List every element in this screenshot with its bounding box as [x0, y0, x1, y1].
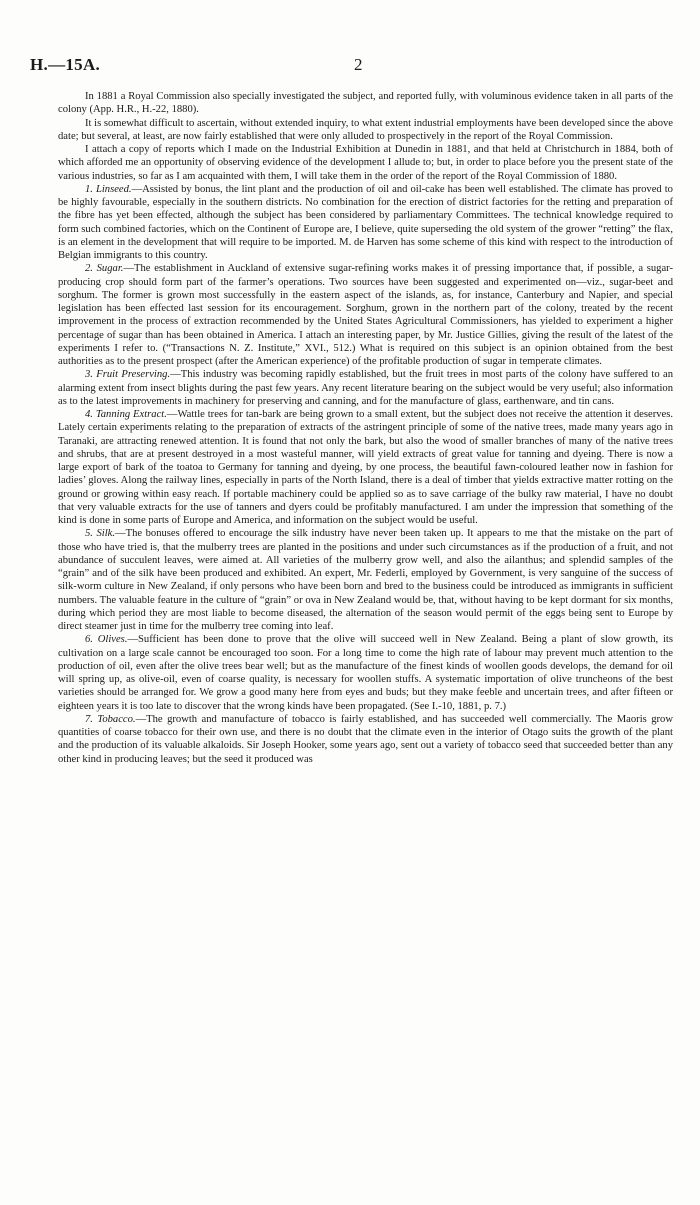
- section-title: 7. Tobacco.: [85, 713, 136, 725]
- section-title: 3. Fruit Preserving.: [85, 369, 171, 381]
- paragraph: [58, 90, 673, 117]
- paragraph-tobacco: [58, 713, 673, 766]
- paragraph-text: In 1881 a Royal Commission also specially investigated the subject, and reported fully, with voluminous evidence taken in all parts of the colony (App. H.R., H.-22, 1880).: [58, 91, 673, 116]
- series-reference: H.—15A.: [30, 55, 101, 74]
- section-title: 6. Olives.: [85, 634, 128, 646]
- paragraph-linseed: [58, 183, 673, 263]
- paragraph-text: —This industry was becoming rapidly established, but the fruit trees in most parts of the colony have suffered to an alarming extent from insect blights during the past few years. Any recent literature bearing on the subject would be very useful; also information as to the latest improvements in machinery for preserving and canning, and for the manufacture of glass, earthenware, and tin cans.: [58, 369, 673, 407]
- paragraph-silk: [58, 527, 673, 633]
- paragraph-olives: [58, 633, 673, 713]
- paragraph-text: I attach a copy of reports which I made on the Industrial Exhibition at Dunedin in 1881, and that held at Christchurch in 1884, both of which afforded me an opportunity of observing evidence of the development I allude to; but, in order to place before you the present state of the various industries, so far as I am acquainted with them, I will take them in the order of the report of the Royal Commission of 1880.: [58, 144, 673, 182]
- body-text: [58, 90, 673, 766]
- section-title: 1. Linseed.: [85, 183, 132, 195]
- section-title: 5. Silk.: [85, 528, 116, 540]
- paragraph-text: —Sufficient has been done to prove that the olive will succeed well in New Zealand. Being a plant of slow growth, its cultivation on a large scale cannot be encouraged too soon. For a long time to come the high rate of labour may prevent much attention to the production of oil, even after the olive trees bear well; but as the manufacture of the finest kinds of woollen goods develops, the demand for oil will spring up, as olive-oil, even of coarse quality, is necessary for woollen stuffs. A systematic importation of olive truncheons of the best varieties should be arranged for. We grow a good many here from eyes and buds; but they make feeble and uncertain trees, and after fifteen or eighteen years it is too late to discover that the wrong kinds have been propagated. (See I.-10, 1881, p. 7.): [58, 634, 673, 712]
- paragraph-text: —The growth and manufacture of tobacco is fairly established, and has succeeded well commercially. The Maoris grow quantities of coarse tobacco for their own use, and there is no doubt that the climate even in the interior of Otago suits the growth of the plant and the production of its valuable alkaloids. Sir Joseph Hooker, some years ago, sent out a variety of tobacco seed that succeeded better than any other kind in producing leaves; but the seed it produced was: [58, 713, 673, 765]
- paragraph-fruit-preserving: [58, 368, 673, 408]
- paragraph-text: —The establishment in Auckland of extensive sugar-refining works makes it of pressing importance that, if possible, a sugar-producing crop should form part of the farmer’s operations. Two sources have been suggested and experimented on—viz., sugar-beet and sorghum. The former is grown most successfully in the eastern aspect of the islands, as, for instance, Canterbury and Napier, and special legislation has been effected last session for its encouragement. Sorghum, grown in the northern part of the colony, treated by the recent improvement in the process of extraction recommended by the United States Agricultural Commissioners, has yielded to experiment a higher percentage of sugar than has been obtained in America. I attach an interesting paper, by Mr. Justice Gillies, giving the result of the latest of the experiments I refer to. (“Transactions N. Z. Institute,” XVI., 512.) What is required on this subject is an opinion obtained from the best authorities as to the present prospect (after the American experience) of the profitable production of sugar in temperate climates.: [58, 263, 673, 367]
- paragraph-text: —Assisted by bonus, the lint plant and the production of oil and oil-cake has been well established. The climate has proved to be highly favourable, especially in the southern districts. No combination for the erection of district factories for the retting and preparation of the fibre has yet been effected, although the subject has been considered by parliamentary Committees. The technical knowledge required to form such combined factories, which on the Continent of Europe are, I believe, quite superseding the old system of the grower “retting” the flax, is an element in the development that will require to be imported. M. de Harven has some scheme of this kind with respect to the introduction of Belgian immigrants to this country.: [58, 183, 673, 261]
- paragraph-text: It is somewhat difficult to ascertain, without extended inquiry, to what extent industrial employments have been developed since the above date; but several, at least, are now fairly established that were only alluded to prospectively in the report of the Royal Commission.: [58, 117, 673, 142]
- paragraph: [58, 143, 673, 183]
- section-title: 4. Tanning Extract.: [85, 409, 167, 420]
- paragraph-text: —Wattle trees for tan-bark are being grown to a small extent, but the subject does not receive the attention it deserves. Lately certain experiments relating to the preparation of extracts of the astringent principle of some of the native trees, made many years ago in Taranaki, are attracting renewed attention. It is found that not only the bark, but also the wood of smaller branches of many of the native trees and shrubs, that are at present destroyed in a most wasteful manner, will yield extracts of great value for tanning and dyeing. There is now a large export of bark of the toatoa to Germany for tanning and dyeing, by one process, the beautiful fawn-coloured leather now in fashion for ladies’ gloves. Along the railway lines, especially in parts of the North Island, there is a deal of timber that yields extractive matter rotting on the ground or growing within easy reach. If portable machinery could be applied so as to save carriage of the bulky raw material, I have no doubt that very valuable extracts for the use of tanners and dyers could be profitably manufactured. I am under the impression that something of the kind is done in some parts of Europe and America, and information on the subject would be useful.: [58, 409, 673, 526]
- paragraph: [58, 117, 673, 144]
- section-title: 2. Sugar.: [85, 263, 124, 275]
- page-number: 2: [354, 55, 363, 74]
- paragraph-tanning-extract: [58, 408, 673, 527]
- paragraph-text: —The bonuses offered to encourage the silk industry have never been taken up. It appears to me that the mistake on the part of those who have tried is, that the mulberry trees are planted in the positions and under such circumstances as if the production of a fruit, and not abundance of succulent leaves, were aimed at. All varieties of the mulberry grow well, and also the ailanthus; and splendid samples of the “grain” and of the silk have been produced and exhibited. An expert, Mr. Federli, employed by Government, is very sanguine of the success of silk-worm culture in New Zealand, if only persons who have been born and bred to the business could be introduced as immigrants in sufficient numbers. The valuable feature in the culture of “grain” or ova in New Zealand would be, that, without having to be kept dormant for six months, during which period they are most liable to become diseased, the alternation of the season would permit of the eggs being sent to Europe by direct steamer just in time for the mulberry tree coming into leaf.: [58, 528, 673, 632]
- paragraph-sugar: [58, 262, 673, 368]
